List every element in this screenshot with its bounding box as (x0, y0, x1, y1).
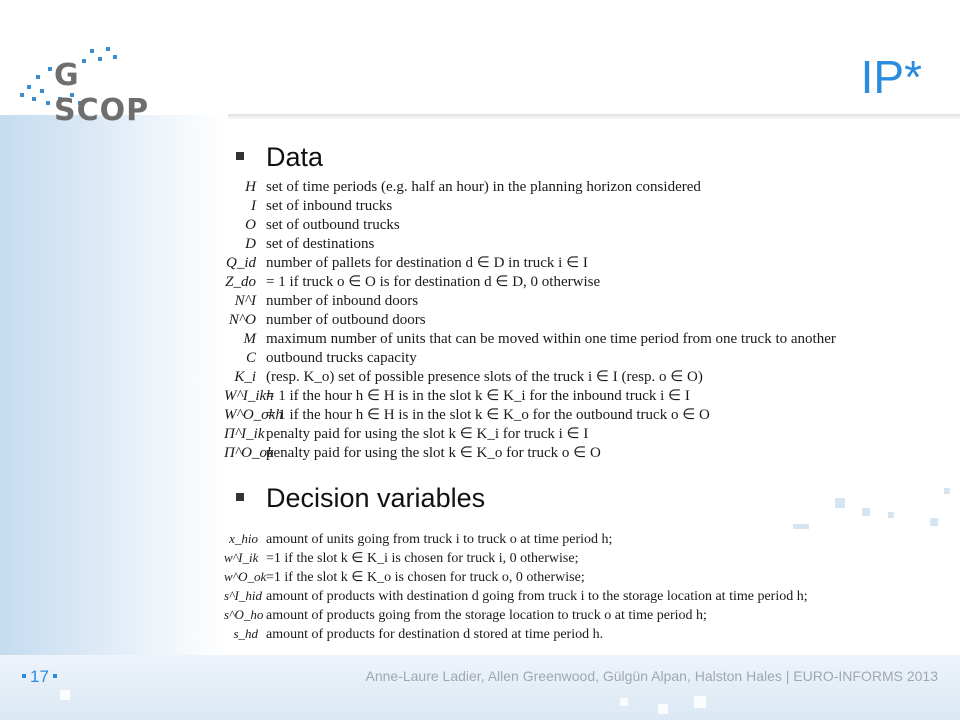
definition-text: = 1 if the hour h ∈ H is in the slot k ∈ K_o for the outbound truck o ∈ O (266, 407, 710, 423)
definition-row (224, 292, 940, 311)
definition-symbol: M (243, 331, 256, 347)
definition-text: penalty paid for using the slot k ∈ K_i for truck i ∈ I (266, 426, 589, 442)
definition-row (224, 273, 940, 292)
definition-symbol: I (251, 198, 256, 214)
slide-title: IP* (860, 51, 922, 103)
definition-row (224, 406, 940, 425)
definition-text: number of inbound doors (266, 293, 419, 309)
variable-row (224, 586, 940, 605)
footer-credit: Anne-Laure Ladier, Allen Greenwood, Gülgün Alpan, Halston Hales | EURO-INFORMS 2013 (365, 668, 938, 684)
variable-text: amount of products with destination d going from truck i to the storage location at time period h; (266, 589, 808, 604)
variable-symbol: s^I_hid (224, 588, 262, 603)
definition-row (224, 425, 940, 444)
decorative-square (620, 698, 628, 706)
decorative-square (694, 696, 706, 708)
decorative-square (930, 518, 938, 526)
left-decorative-band (0, 115, 225, 720)
definition-text: = 1 if truck o ∈ O is for destination d ∈ D, 0 otherwise (266, 274, 601, 290)
definition-row (224, 349, 940, 368)
definition-row (224, 216, 940, 235)
definition-symbol: H (245, 179, 256, 195)
definition-text: number of outbound doors (266, 312, 426, 328)
definition-symbol: Π^I_ik (224, 426, 265, 442)
page-marker-icon (22, 674, 26, 678)
title-divider (228, 114, 960, 119)
page-marker-icon (53, 674, 57, 678)
definition-text: set of time periods (e.g. half an hour) in the planning horizon considered (266, 179, 701, 195)
data-definitions-list (224, 178, 940, 463)
definition-symbol: W^O_okh (224, 407, 283, 423)
definition-symbol: Q_id (226, 255, 256, 271)
gscop-logo (18, 45, 183, 128)
variable-symbol: w^I_ik (224, 550, 259, 565)
definition-row (224, 330, 940, 349)
definition-text: number of pallets for destination d ∈ D in truck i ∈ I (266, 255, 588, 271)
decorative-square (835, 498, 845, 508)
definition-text: penalty paid for using the slot k ∈ K_o for truck o ∈ O (266, 445, 601, 461)
definition-symbol: O (245, 217, 256, 233)
variable-row (224, 605, 940, 624)
definition-symbol: C (245, 350, 256, 366)
square-bullet-icon (236, 152, 244, 160)
definition-text: maximum number of units that can be moved within one time period from one truck to another (266, 331, 836, 347)
definition-row (224, 197, 940, 216)
variable-text: amount of products going from the storage location to truck o at time period h; (266, 608, 707, 623)
definition-row (224, 254, 940, 273)
decorative-square (658, 704, 668, 714)
section-heading-data: Data (236, 142, 323, 173)
definition-symbol: D (245, 236, 256, 252)
variable-text: amount of units going from truck i to truck o at time period h; (266, 532, 613, 547)
definition-symbol: N^I (234, 293, 256, 309)
variable-text: amount of products for destination d stored at time period h. (266, 627, 604, 642)
variable-text: =1 if the slot k ∈ K_i is chosen for truck i, 0 otherwise; (266, 551, 579, 566)
definition-text: = 1 if the hour h ∈ H is in the slot k ∈ K_i for the inbound truck i ∈ I (266, 388, 690, 404)
definition-text: outbound trucks capacity (266, 350, 417, 366)
variable-row (224, 548, 940, 567)
definition-text: set of outbound trucks (266, 217, 400, 233)
definition-row (224, 178, 940, 197)
definition-symbol: N^O (228, 312, 256, 328)
decision-variables-list (224, 529, 940, 643)
variable-row (224, 624, 940, 643)
definition-row (224, 311, 940, 330)
variable-row (224, 529, 940, 548)
bottom-decorative-band (0, 655, 960, 720)
definition-text: (resp. K_o) set of possible presence slots of the truck i ∈ I (resp. o ∈ O) (266, 369, 703, 385)
definition-text: set of destinations (266, 236, 375, 252)
variable-symbol: s^O_ho (224, 607, 264, 622)
definition-text: set of inbound trucks (266, 198, 393, 214)
decorative-square (60, 690, 70, 700)
definition-symbol: W^I_ikh (224, 388, 274, 404)
decorative-square (862, 508, 870, 516)
section-heading-decision-variables: Decision variables (236, 483, 485, 514)
definition-symbol: K_i (234, 369, 256, 385)
decorative-square (888, 512, 894, 518)
definition-row (224, 235, 940, 254)
variable-symbol: x_hio (229, 531, 258, 546)
logo-text: G SCOP (54, 58, 150, 128)
definition-row (224, 387, 940, 406)
decorative-square (944, 488, 950, 494)
definition-symbol: Z_do (225, 274, 256, 290)
definition-row (224, 444, 940, 463)
variable-symbol: s_hd (233, 626, 258, 641)
definition-row (224, 368, 940, 387)
page-number: 17 (18, 667, 61, 687)
definition-symbol: Π^O_ok (224, 445, 274, 461)
variable-text: =1 if the slot k ∈ K_o is chosen for truck o, 0 otherwise; (266, 570, 585, 585)
square-bullet-icon (236, 493, 244, 501)
variable-row (224, 567, 940, 586)
variable-symbol: w^O_ok (224, 569, 267, 584)
